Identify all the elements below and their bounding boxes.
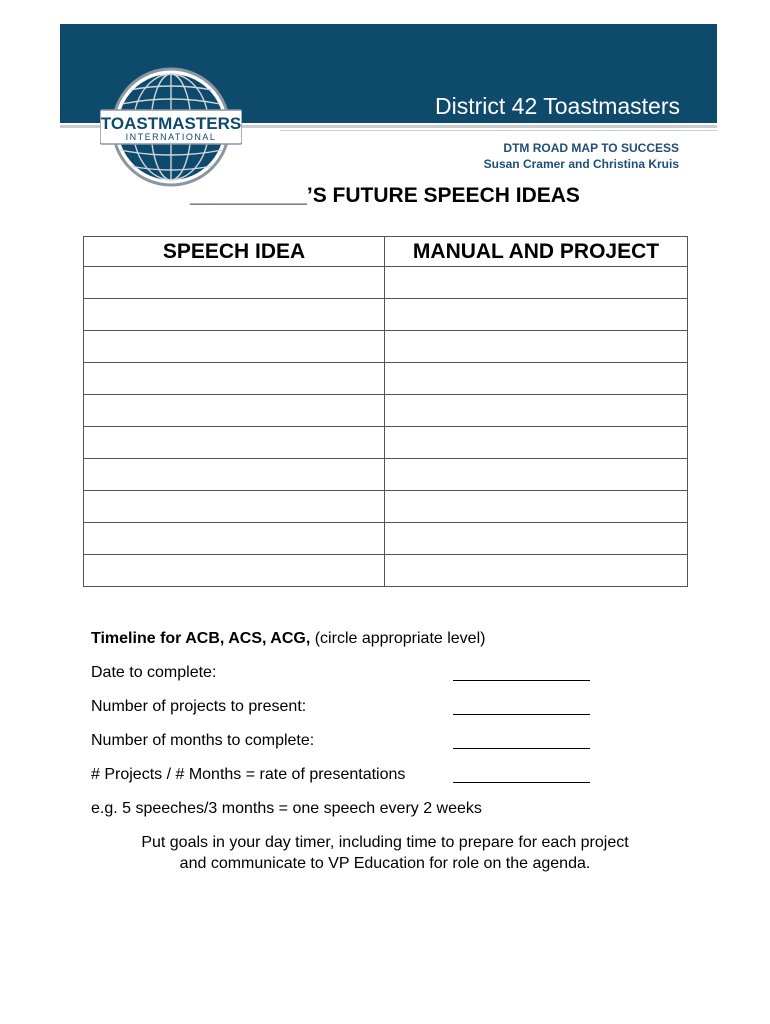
table-row bbox=[84, 267, 688, 299]
roadmap-subtitle: DTM ROAD MAP TO SUCCESS bbox=[503, 141, 679, 155]
goals-note-line2: and communicate to VP Education for role on the agenda. bbox=[179, 855, 591, 872]
speech-idea-cell[interactable] bbox=[84, 427, 385, 459]
projects-to-present-row bbox=[91, 697, 691, 731]
logo-wordmark: TOASTMASTERS bbox=[100, 114, 242, 133]
manual-project-cell[interactable] bbox=[385, 331, 688, 363]
rate-row bbox=[91, 765, 691, 799]
speech-idea-cell[interactable] bbox=[84, 523, 385, 555]
date-to-complete-row bbox=[91, 663, 691, 697]
table-row bbox=[84, 331, 688, 363]
manual-project-cell[interactable] bbox=[385, 523, 688, 555]
manual-project-cell[interactable] bbox=[385, 267, 688, 299]
projects-to-present-field[interactable] bbox=[453, 714, 590, 715]
speech-idea-cell[interactable] bbox=[84, 331, 385, 363]
speech-idea-cell[interactable] bbox=[84, 363, 385, 395]
speech-idea-header: SPEECH IDEA bbox=[84, 237, 385, 267]
manual-project-cell[interactable] bbox=[385, 363, 688, 395]
table-row bbox=[84, 427, 688, 459]
district-title: District 42 Toastmasters bbox=[435, 93, 680, 119]
date-to-complete-field[interactable] bbox=[453, 680, 590, 681]
manual-project-cell[interactable] bbox=[385, 555, 688, 587]
toastmasters-globe-logo bbox=[100, 66, 242, 188]
rate-field[interactable] bbox=[453, 782, 590, 783]
manual-project-cell[interactable] bbox=[385, 427, 688, 459]
manual-project-cell[interactable] bbox=[385, 459, 688, 491]
table-row bbox=[84, 491, 688, 523]
manual-project-cell[interactable] bbox=[385, 491, 688, 523]
table-row bbox=[84, 523, 688, 555]
header-divider-thin bbox=[280, 130, 717, 131]
speech-idea-cell[interactable] bbox=[84, 267, 385, 299]
table-header-row bbox=[84, 237, 688, 267]
months-to-complete-row bbox=[91, 731, 691, 765]
table-row bbox=[84, 555, 688, 587]
manual-project-header: MANUAL AND PROJECT bbox=[385, 237, 688, 267]
date-to-complete-label: Date to complete: bbox=[91, 664, 217, 681]
example-row bbox=[91, 799, 691, 833]
manual-project-cell[interactable] bbox=[385, 395, 688, 427]
timeline-heading-rest: (circle appropriate level) bbox=[310, 630, 486, 647]
authors-line: Susan Cramer and Christina Kruis bbox=[483, 157, 679, 171]
speech-idea-cell[interactable] bbox=[84, 395, 385, 427]
table-row bbox=[84, 459, 688, 491]
table-row bbox=[84, 299, 688, 331]
rate-label: # Projects / # Months = rate of presentations bbox=[91, 766, 406, 783]
timeline-section bbox=[91, 629, 691, 833]
timeline-heading bbox=[91, 629, 691, 663]
speech-idea-cell[interactable] bbox=[84, 555, 385, 587]
months-to-complete-label: Number of months to complete: bbox=[91, 732, 315, 749]
logo-subtitle: INTERNATIONAL bbox=[125, 132, 217, 142]
speech-idea-cell[interactable] bbox=[84, 491, 385, 523]
table-body bbox=[84, 267, 688, 587]
speech-ideas-table bbox=[83, 236, 688, 587]
projects-to-present-label: Number of projects to present: bbox=[91, 698, 307, 715]
speech-idea-cell[interactable] bbox=[84, 299, 385, 331]
speech-idea-cell[interactable] bbox=[84, 459, 385, 491]
page-title: __________’S FUTURE SPEECH IDEAS bbox=[190, 184, 580, 207]
manual-project-cell[interactable] bbox=[385, 299, 688, 331]
goals-note-line1: Put goals in your day timer, including time to prepare for each project bbox=[141, 834, 629, 851]
timeline-heading-bold: Timeline for ACB, ACS, ACG, bbox=[91, 630, 311, 647]
table-row bbox=[84, 363, 688, 395]
example-text: e.g. 5 speeches/3 months = one speech every 2 weeks bbox=[91, 800, 482, 817]
months-to-complete-field[interactable] bbox=[453, 748, 590, 749]
goals-note bbox=[0, 832, 770, 874]
table-row bbox=[84, 395, 688, 427]
